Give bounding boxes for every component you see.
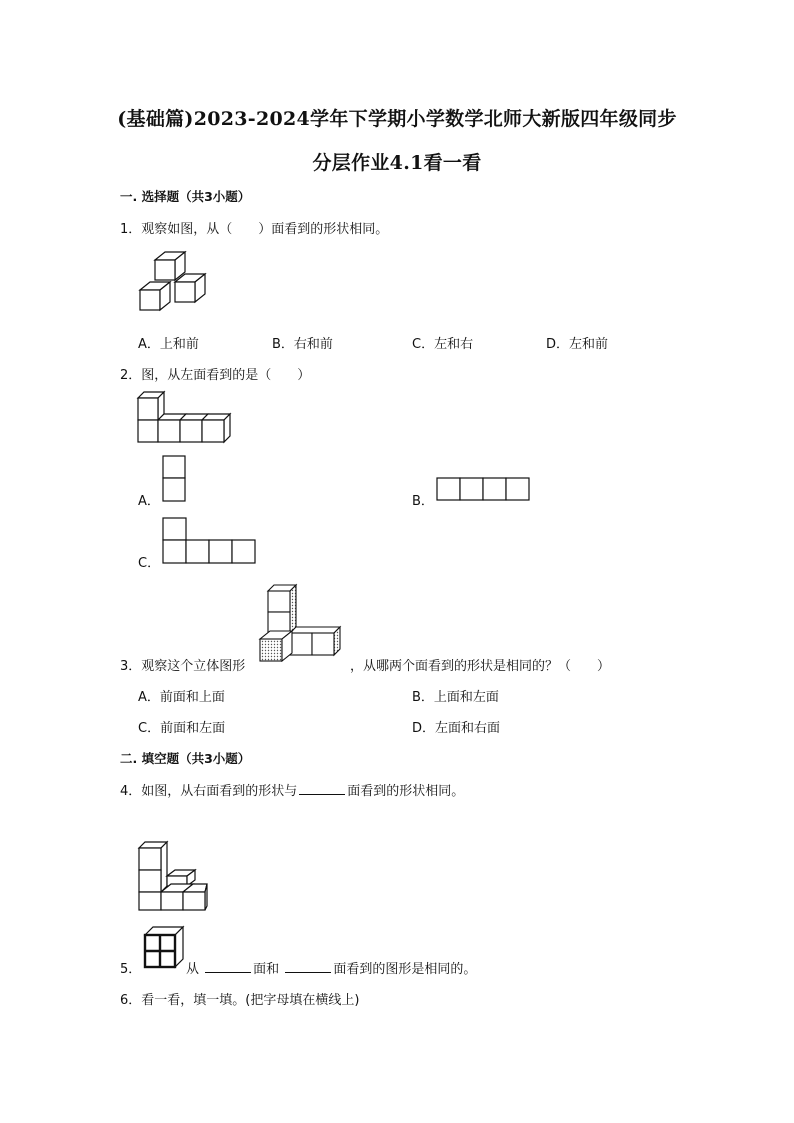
q5-answer-blank-2[interactable] — [285, 960, 331, 973]
q3-option-c[interactable]: C．前面和左面 — [138, 721, 226, 736]
q3-option-a[interactable]: A．前面和上面 — [138, 690, 225, 705]
question-1-cube-figure — [135, 250, 210, 318]
section-heading-choice: 一. 选择题（共3小题） — [120, 189, 251, 204]
q2-option-c-figure[interactable] — [162, 517, 256, 564]
q1-option-b[interactable]: B．右和前 — [272, 337, 333, 352]
q5-text-c: 面看到的图形是相同的。 — [333, 962, 477, 977]
q4-answer-blank[interactable] — [299, 782, 345, 795]
page-title: (基础篇)2023-2024学年下学期小学数学北师大新版四年级同步 — [117, 108, 677, 130]
q1-option-d[interactable]: D．左和前 — [546, 337, 609, 352]
question-4-cube-figure — [137, 840, 211, 914]
section-heading-fill: 二. 填空题（共3小题） — [120, 751, 251, 766]
question-2-cube-figure — [136, 390, 234, 446]
q2-option-b-label[interactable]: B． — [412, 494, 434, 509]
page-subtitle: 分层作业4.1看一看 — [312, 152, 482, 174]
q1-option-c[interactable]: C．左和右 — [412, 337, 474, 352]
question-6-text: 6．看一看，填一填。(把字母填在横线上) — [120, 993, 360, 1008]
question-2-text: 2．图，从左面看到的是（ ） — [120, 368, 311, 383]
q3-option-d[interactable]: D．左面和右面 — [412, 721, 501, 736]
question-3-text-after: ，从哪两个面看到的形状是相同的？（ ） — [350, 659, 611, 674]
question-5-cube-figure — [143, 925, 185, 969]
q4-text-before: 4．如图，从右面看到的形状与 — [120, 784, 298, 799]
question-5-text — [186, 958, 476, 977]
q2-option-b-figure[interactable] — [436, 477, 530, 501]
q5-answer-blank-1[interactable] — [205, 960, 251, 973]
q2-option-a-figure[interactable] — [162, 455, 186, 502]
q5-text-a: 从 — [186, 962, 200, 977]
question-3-cube-figure — [258, 583, 344, 663]
question-1-text: 1．观察如图，从（ ）面看到的形状相同。 — [120, 222, 389, 237]
q5-text-b: 面和 — [253, 962, 280, 977]
q2-option-a-label[interactable]: A． — [138, 494, 160, 509]
q4-text-after: 面看到的形状相同。 — [347, 784, 465, 799]
q2-option-c-label[interactable]: C． — [138, 556, 161, 571]
question-4-text — [120, 780, 464, 799]
question-3-text-before: 3．观察这个立体图形 — [120, 659, 246, 674]
question-5-number: 5． — [120, 962, 142, 977]
q1-option-a[interactable]: A．上和前 — [138, 337, 199, 352]
q3-option-b[interactable]: B．上面和左面 — [412, 690, 499, 705]
